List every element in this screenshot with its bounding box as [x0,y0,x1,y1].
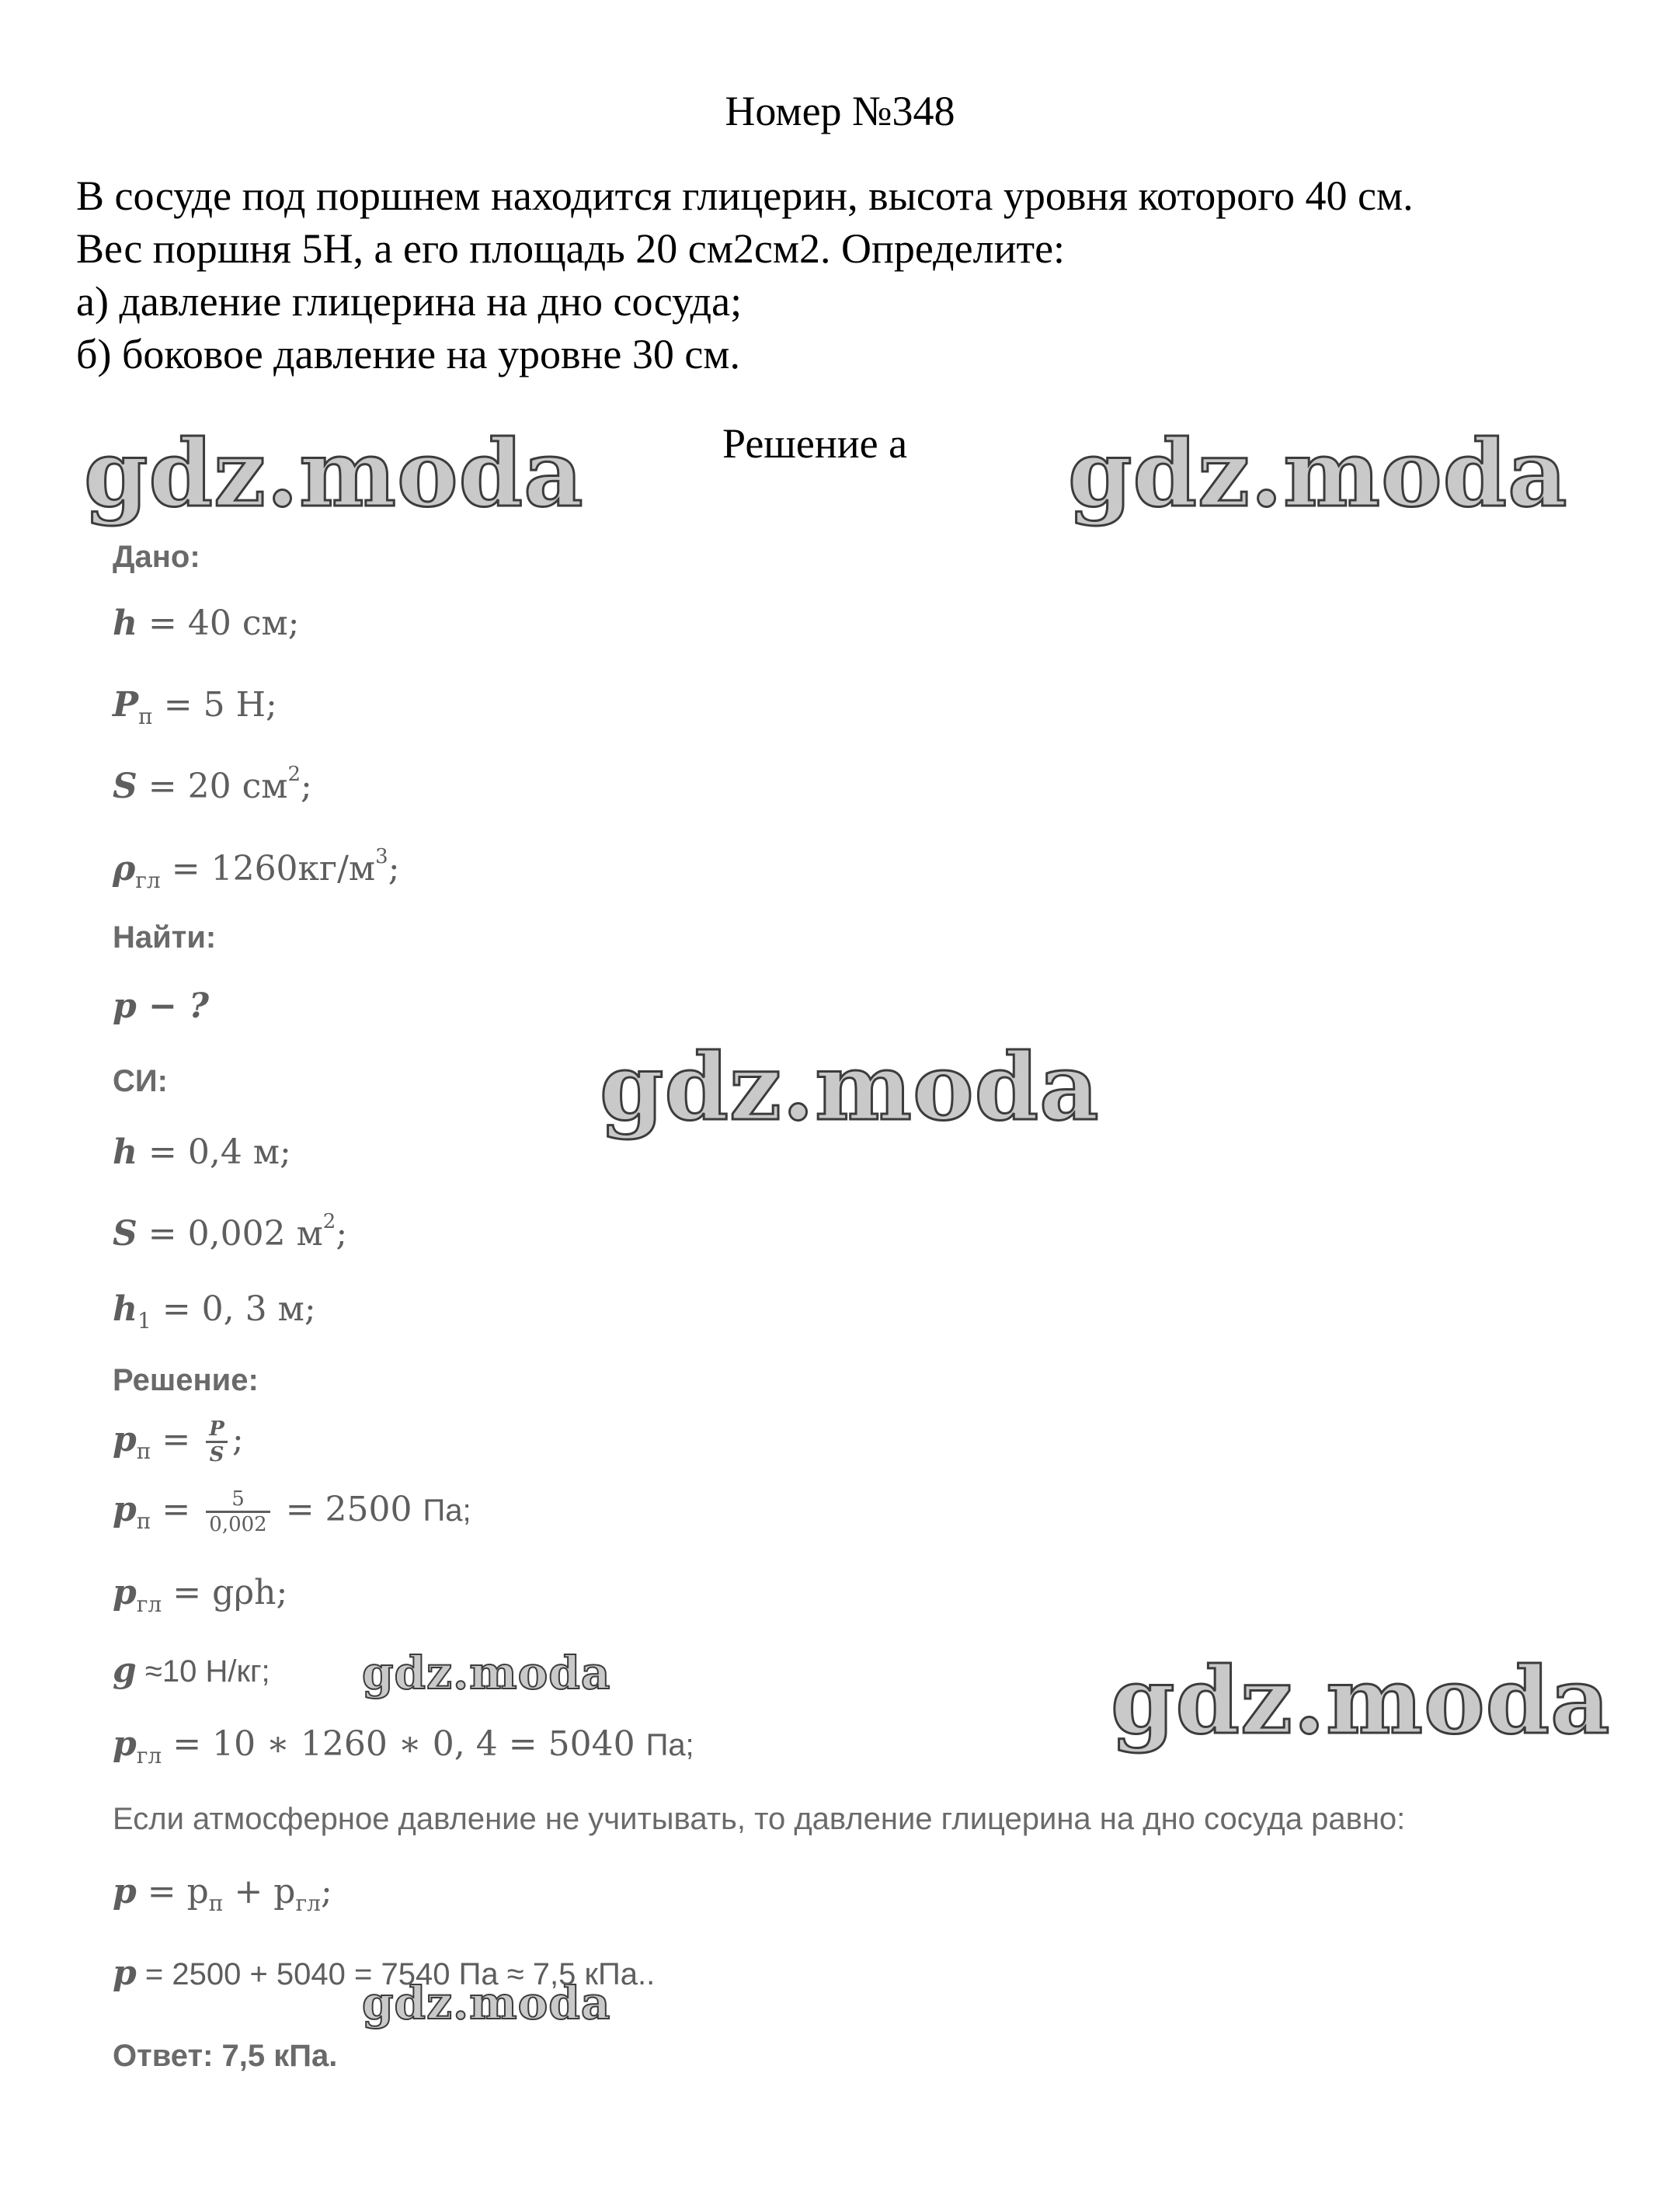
find-label: Найти: [113,920,217,955]
problem-line: В сосуде под поршнем находится глицерин, высота уровня которого 40 см. [76,172,1414,219]
si-label: СИ: [113,1064,168,1098]
given-h: h = 40 см; [113,603,300,643]
gravity-value: g ≈10 Н/кг; [113,1650,270,1690]
si-h: h = 0,4 м; [113,1132,291,1172]
formula-total-pressure: $p = p_п + p_{гл}$; [113,1872,332,1916]
formula-piston-pressure: $p_п$ = $\frac{P}{S}$ ; [113,1417,244,1466]
note-atmospheric: Если атмосферное давление не учитывать, то давление глицерина на дно сосуда равно: [113,1802,1406,1836]
solution-heading: Решение а [722,420,908,467]
answer: Ответ: 7,5 кПа. [113,2039,338,2073]
problem-line: Вес поршня 5Н, а его площадь 20 см2см2. Определите: [76,225,1066,272]
si-area: S = 0,002 $м^2$; [113,1210,348,1254]
given-density: $\rho_{гл} = 1260кг/м^3$; [113,845,400,893]
given-label: Дано: [113,540,200,574]
watermark: gdz.moda [362,1977,611,2029]
given-piston-weight: $P_п = 5$ Н; [113,685,277,729]
watermark: gdz.moda [362,1647,611,1699]
calc-total-pressure: p = 2500 + 5040 = 7540 Па ≈ 7,5 кПа.. [113,1953,656,1993]
calc-piston-pressure: $p_п$ = $\frac{5}{0,002}$ = 2500 Па; [113,1487,471,1536]
si-h1: $h_1 = 0$, 3 м; [113,1289,316,1334]
watermark: gdz.moda [84,419,584,527]
page-title: Номер №348 [725,88,955,134]
watermark: gdz.moda [1068,419,1568,527]
problem-line: б) боковое давление на уровне 30 см. [76,331,740,377]
given-area: S = 20 $см^2$; [113,763,312,806]
watermark: gdz.moda [600,1033,1100,1141]
watermark: gdz.moda [1111,1647,1611,1755]
solution-label: Решение: [113,1363,259,1397]
calc-glycerin-pressure: $p_{гл} = 10$ ∗ 1260 ∗ 0, 4 = 5040 Па; [113,1724,694,1769]
problem-statement [76,169,1630,381]
problem-line: а) давление глицерина на дно сосуда; [76,278,743,325]
formula-glycerin-pressure: $p_{гл} = g\rho h$; [113,1573,288,1617]
find-expression: p − ? [113,986,210,1026]
